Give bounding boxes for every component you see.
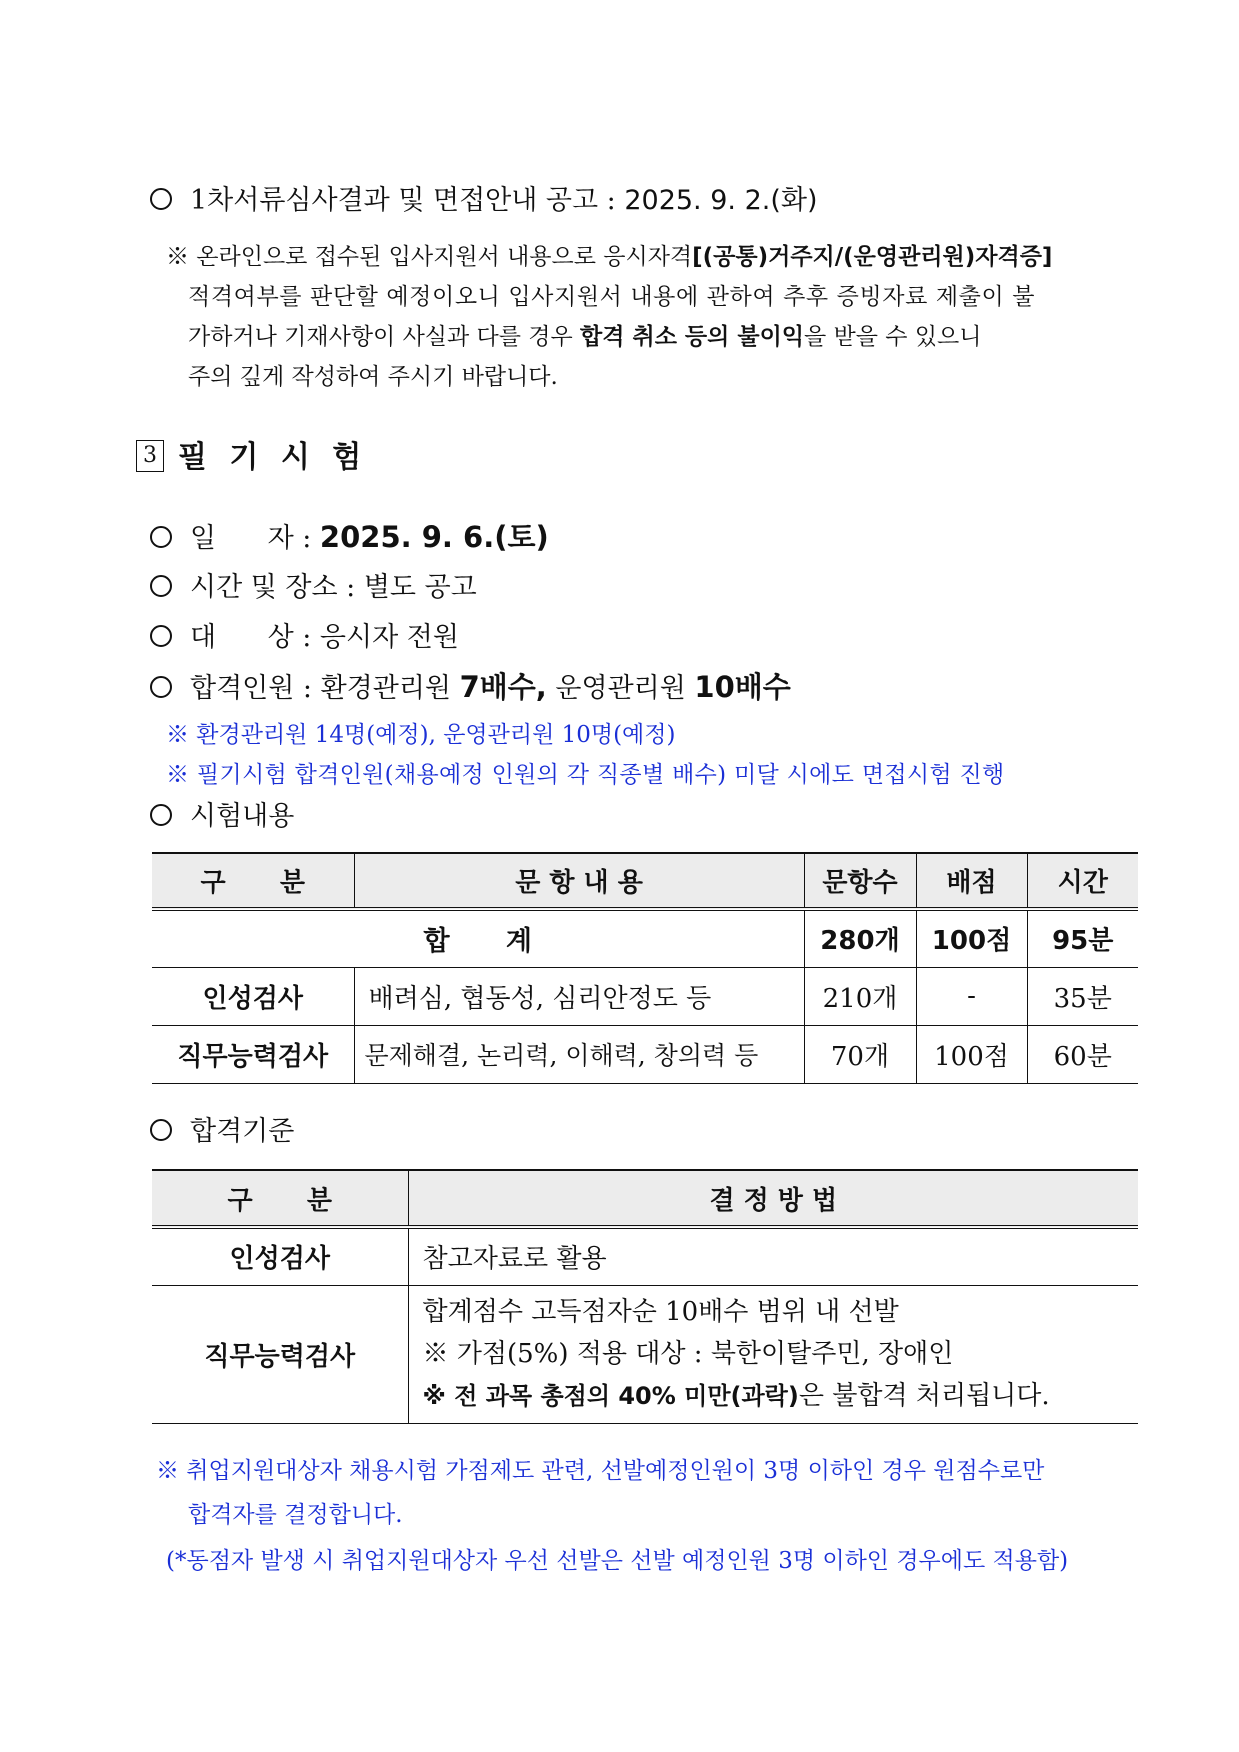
criteria-table [152,1169,1138,1424]
content-label: 시험내용 [190,801,295,832]
exam-date-value: 2025. 9. 6.(토) [319,520,549,554]
table-row [152,1025,1138,1083]
exam-place-label: 시간 및 장소 : [190,572,364,603]
notice-text: ※ 온라인으로 접수된 입사지원서 내용으로 응시자격 [166,244,693,270]
table-header-row [152,853,1138,909]
circle-bullet-icon [150,575,172,597]
section-heading [136,432,367,476]
notice-text: 을 받을 수 있으니 [804,324,982,350]
quota-note-2: ※ 필기시험 합격인원(채용예정 인원의 각 직종별 배수) 미달 시에도 면접시험 진행 [166,762,1005,788]
footer-note-3: (*동점자 발생 시 취업지원대상자 우선 선발은 선발 예정인원 3명 이하인 경우에도 적용함) [166,1548,1069,1574]
table-row [152,1227,1138,1285]
circle-bullet-icon [150,676,172,698]
circle-bullet-icon [150,1119,172,1141]
row-method: 참고자료로 활용 [408,1227,1138,1285]
method-line-2: ※ 가점(5%) 적용 대상 : 북한이탈주민, 장애인 [422,1339,954,1369]
notice-line-3 [188,318,982,351]
announce-label: 1차서류심사결과 및 면접안내 공고 : [190,185,625,216]
row-name: 인성검사 [152,1227,408,1285]
row-name: 인성검사 [152,967,354,1025]
method-line-1: 합계점수 고득점자순 10배수 범위 내 선발 [422,1297,899,1327]
header-score: 배점 [916,853,1027,909]
section-number: 3 [136,440,164,472]
notice-bold: [(공통)거주지/(운영관리원)자격증] [692,244,1053,270]
circle-bullet-icon [150,526,172,548]
row-desc: 문제해결, 논리력, 이해력, 창의력 등 [354,1025,804,1083]
quota-text: 운영관리원 [546,673,695,704]
header-content: 문 항 내 용 [354,853,804,909]
table-row [152,1285,1138,1423]
exam-content-table [152,852,1138,1084]
row-method [408,1285,1138,1423]
row-count: 70개 [804,1025,916,1083]
section-title: 필 기 시 험 [178,440,368,475]
method-line-3 [423,1375,1139,1417]
exam-date-line [150,515,549,556]
row-time: 35분 [1027,967,1138,1025]
header-category: 구 분 [152,1170,408,1227]
notice-text: 가하거나 기재사항이 사실과 다를 경우 [188,324,581,350]
row-count: 210개 [804,967,916,1025]
quota-bold: 10배수 [694,670,791,704]
circle-bullet-icon [150,188,172,210]
row-desc: 배려심, 협동성, 심리안정도 등 [354,967,804,1025]
table-row [152,967,1138,1025]
circle-bullet-icon [150,804,172,826]
total-time: 95분 [1027,909,1138,967]
exam-target-line [150,615,459,654]
notice-line-4: 주의 깊게 작성하여 주시기 바랍니다. [188,364,558,390]
announce-line [150,178,817,217]
footer-note-2: 합격자를 결정합니다. [188,1502,403,1528]
announce-date: 2025. 9. 2.(화) [624,185,818,216]
total-score: 100점 [916,909,1027,967]
content-label-line [150,794,294,833]
row-score: - [916,967,1027,1025]
table-total-row [152,909,1138,967]
exam-target-label: 대 상 : [190,622,320,653]
method-bold: ※ 전 과목 총점의 40% 미만(과락) [422,1382,799,1410]
circle-bullet-icon [150,625,172,647]
row-name: 직무능력검사 [152,1285,408,1423]
notice-bold: 합격 취소 등의 불이익 [580,324,805,350]
row-time: 60분 [1027,1025,1138,1083]
footer-note-1: ※ 취업지원대상자 채용시험 가점제도 관련, 선발예정인원이 3명 이하인 경우 원점수로만 [156,1458,1045,1484]
quota-bold: 7배수, [459,670,547,704]
exam-target-value: 응시자 전원 [319,622,459,653]
total-label: 합 계 [152,909,804,967]
notice-line-1 [166,238,1052,271]
row-score: 100점 [916,1025,1027,1083]
total-count: 280개 [804,909,916,967]
header-method: 결 정 방 법 [408,1170,1138,1227]
exam-date-label: 일 자 : [190,523,320,554]
criteria-label: 합격기준 [190,1116,295,1147]
quota-note-1: ※ 환경관리원 14명(예정), 운영관리원 10명(예정) [166,722,676,748]
criteria-label-line [150,1109,294,1148]
quota-label: 합격인원 : [190,673,321,704]
exam-place-value: 별도 공고 [363,572,477,603]
quota-text: 환경관리원 [320,673,460,704]
method-text: 은 불합격 처리됩니다. [798,1381,1050,1411]
exam-place-line [150,565,477,604]
header-time: 시간 [1027,853,1138,909]
header-category: 구 분 [152,853,354,909]
table-header-row [152,1170,1138,1227]
row-name: 직무능력검사 [152,1025,354,1083]
notice-line-2: 적격여부를 판단할 예정이오니 입사지원서 내용에 관하여 추후 증빙자료 제출이 불 [188,284,1036,310]
quota-line [150,665,791,706]
header-count: 문항수 [804,853,916,909]
